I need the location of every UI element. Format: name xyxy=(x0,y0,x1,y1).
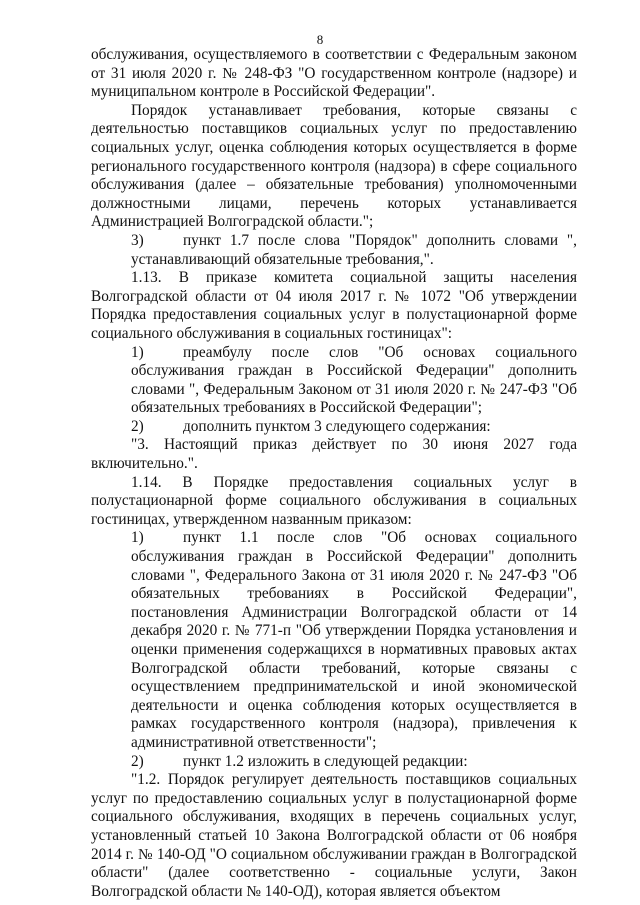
paragraph-procedure-requirements: Порядок устанавливает требования, которые связаны с деятельностью поставщиков социальных услуг по предоставлению социальных услуг, оценка соблюдения которых осуществляется в форме регионального государственного контроля (надзора) в сфере социального обслуживания (далее – обязательные требования) уполномоченными должностными лицами, перечень которых устанавливается Администрацией Волгоградской области."; xyxy=(91,101,577,231)
list-item-3 xyxy=(91,232,577,269)
list-item-2 xyxy=(91,418,577,437)
list-item-number: 2) xyxy=(131,752,144,770)
paragraph-1-14: 1.14. В Порядке предоставления социальных услуг в полустационарной форме социального обслуживания в социальных гостиницах, утвержденном названным приказом: xyxy=(91,473,577,528)
paragraph-1-13: 1.13. В приказе комитета социальной защиты населения Волгоградской области от 04 июля 2017 г. № 1072 "Об утверждении Порядка предоставления социальных услуг в полустационарной форме социального обслуживания в социальных гостиницах": xyxy=(91,269,577,342)
list-item-2 xyxy=(91,753,577,772)
paragraph-continuation: обслуживания, осуществляемого в соответствии с Федеральным законом от 31 июля 2020 г. № 248-ФЗ "О государственном контроле (надзоре) и муниципальном контроле в Российской Федерации". xyxy=(91,46,577,101)
list-item-text: дополнить пунктом 3 следующего содержания: xyxy=(183,417,491,435)
paragraph-order-validity: "3. Настоящий приказ действует по 30 июня 2027 года включительно.". xyxy=(91,436,577,473)
list-item-number: 3) xyxy=(131,231,144,249)
list-item-text: пункт 1.1 после слов "Об основах социального обслуживания граждан в Российской Федерации" дополнить словами ", Федерального Закона от 31 июля 2020 г. № 247-ФЗ "Об обязательных требованиях в Российской Федерации", постановления Администрации Волгоградской области от 14 декабря 2020 г. № 771-п "Об утверждении Порядка установления и оценки применения содержащихся в нормативных правовых актах Волгоградской области требований, которые связаны с осуществлением предпринимательской и иной экономической деятельности и оценка соблюдения которых осуществляется в рамках государственного контроля (надзора), привлечения к административной ответственности"; xyxy=(131,529,577,751)
list-item-number: 1) xyxy=(131,343,144,361)
list-item-1 xyxy=(91,529,577,752)
list-item-1 xyxy=(91,344,577,418)
document-body xyxy=(91,46,577,901)
list-item-text: пункт 1.7 после слова "Порядок" дополнить словами ", устанавливающий обязательные требования,". xyxy=(131,231,577,268)
list-item-number: 2) xyxy=(131,417,144,435)
page-number: 8 xyxy=(316,32,324,47)
list-item-number: 1) xyxy=(131,529,144,547)
paragraph-1-2-new-wording: "1.2. Порядок регулирует деятельность поставщиков социальных услуг по предоставлению социальных услуг в полустационарной форме социального обслуживания, входящих в перечень социальных услуг, установленный статьей 10 Закона Волгоградской области от 06 ноября 2014 г. № 140-ОД "О социальном обслуживании граждан в Волгоградской области" (далее соответственно - социальные услуги, Закон Волгоградской области № 140-ОД), которая является объектом xyxy=(91,771,577,900)
list-item-text: пункт 1.2 изложить в следующей редакции: xyxy=(183,752,468,770)
list-item-text: преамбулу после слов "Об основах социального обслуживания граждан в Российской Федерации" дополнить словами ", Федеральным Законом от 31 июля 2020 г. № 247-ФЗ "Об обязательных требованиях в Российской Федерации"; xyxy=(131,343,577,417)
